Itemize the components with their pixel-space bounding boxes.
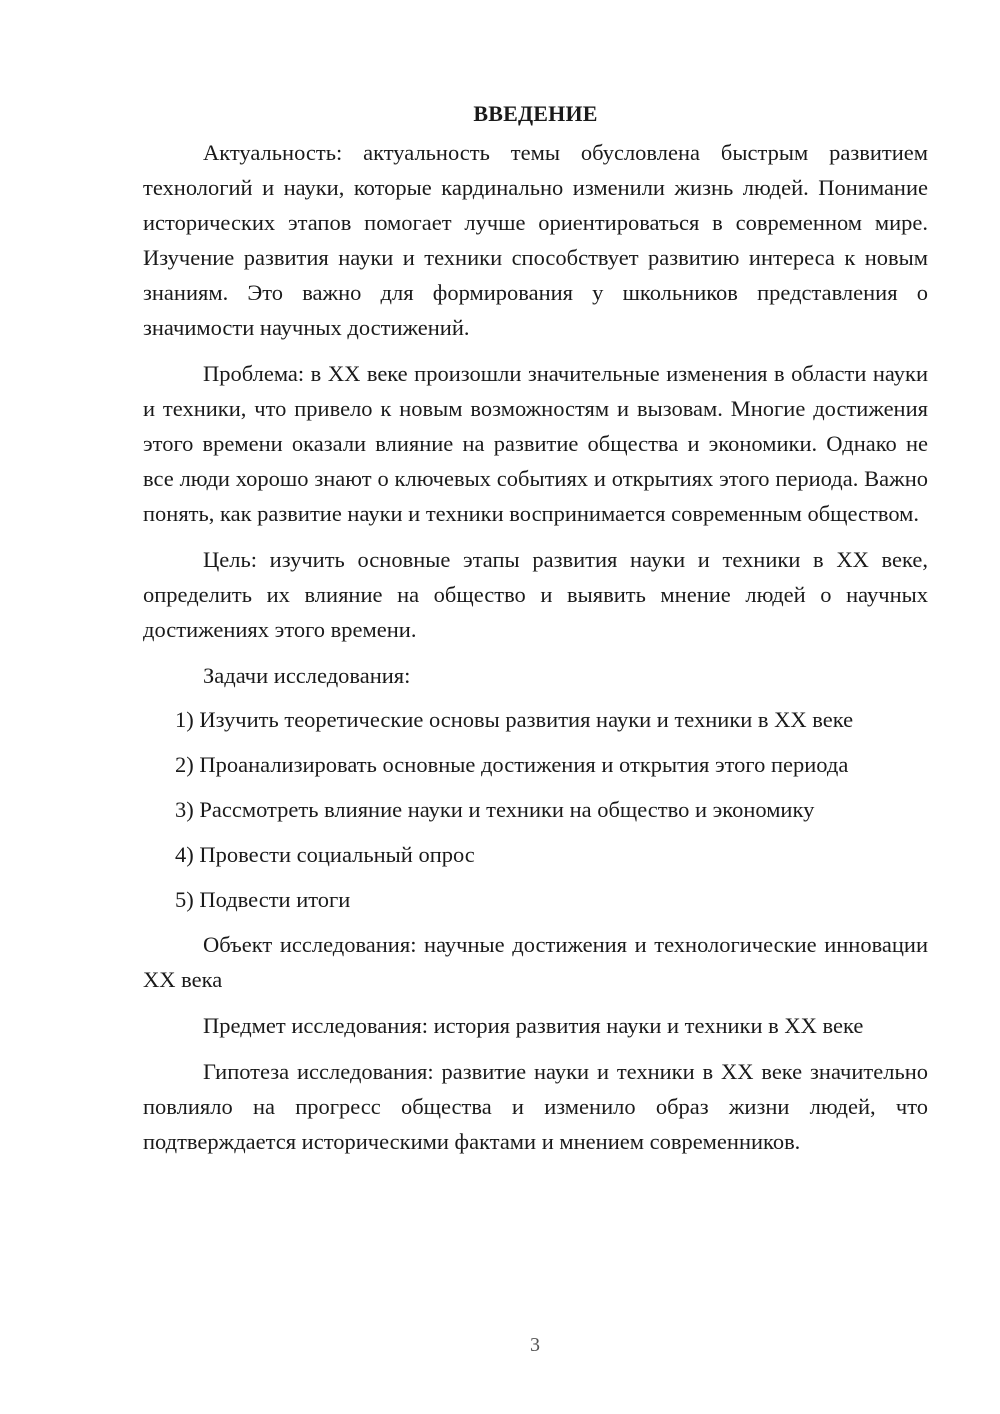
goal-paragraph: Цель: изучить основные этапы развития науки и техники в XX веке, определить их влияние на общество и выявить мнение людей о научных достижениях этого времени. — [143, 547, 928, 642]
document-body — [143, 96, 928, 1159]
object-paragraph: Объект исследования: научные достижения и технологические инновации XX века — [143, 932, 928, 992]
task-item: 3) Рассмотреть влияние науки и техники на общество и экономику — [175, 797, 815, 822]
tasks-label: Задачи исследования: — [203, 663, 411, 688]
task-item: 5) Подвести итоги — [175, 887, 351, 912]
task-item: 4) Провести социальный опрос — [175, 842, 475, 867]
section-title: ВВЕДЕНИЕ — [473, 101, 598, 126]
page-number: 3 — [530, 1334, 540, 1356]
task-item: 2) Проанализировать основные достижения и открытия этого периода — [175, 752, 849, 777]
subject-paragraph: Предмет исследования: история развития науки и техники в XX веке — [203, 1013, 864, 1038]
relevance-paragraph: Актуальность: актуальность темы обусловлена быстрым развитием технологий и науки, которые кардинально изменили жизнь людей. Понимание исторических этапов помогает лучше ориентироваться в современном мире. Изучение развития науки и техники способствует развитию интереса к новым знаниям. Это важно для формирования у школьников представления о значимости научных достижений. — [143, 140, 928, 340]
task-list — [143, 702, 928, 917]
problem-paragraph: Проблема: в XX веке произошли значительные изменения в области науки и техники, что привело к новым возможностям и вызовам. Многие достижения этого времени оказали влияние на развитие общества и экономики. Однако не все люди хорошо знают о ключевых событиях и открытиях этого периода. Важно понять, как развитие науки и техники воспринимается современным обществом. — [143, 361, 928, 526]
task-item: 1) Изучить теоретические основы развития науки и техники в XX веке — [175, 707, 854, 732]
hypothesis-paragraph: Гипотеза исследования: развитие науки и техники в XX веке значительно повлияло на прогресс общества и изменило образ жизни людей, что подтверждается историческими фактами и мнением современников. — [143, 1059, 928, 1154]
